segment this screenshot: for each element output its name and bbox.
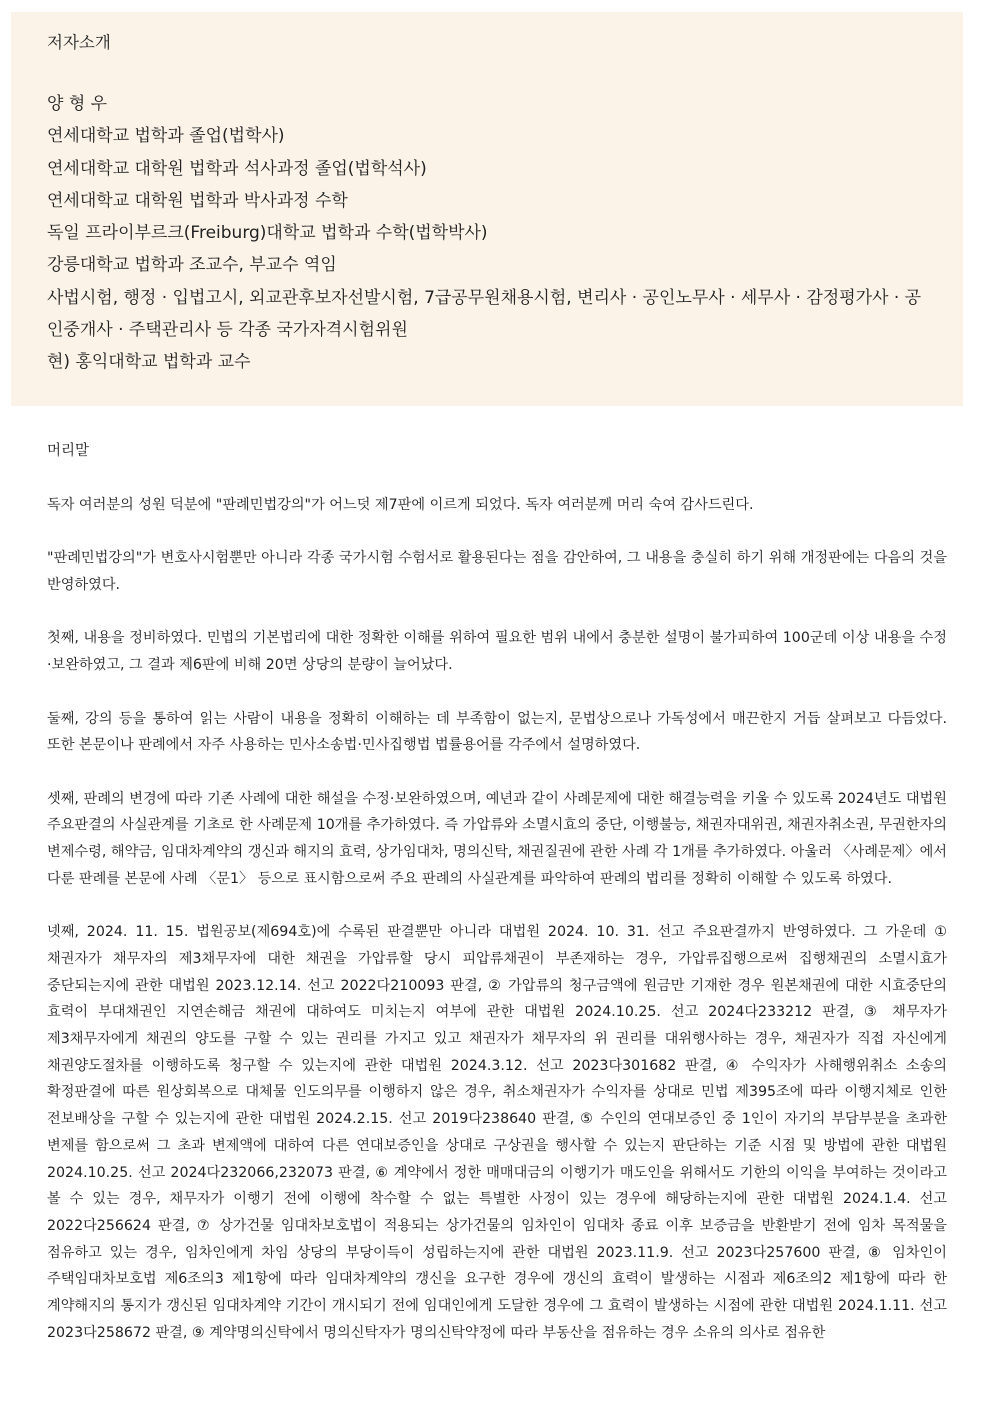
author-career-line: 연세대학교 대학원 법학과 박사과정 수학 — [47, 190, 348, 211]
author-career-line: 연세대학교 법학과 졸업(법학사) — [47, 126, 285, 147]
author-career-line: 연세대학교 대학원 법학과 석사과정 졸업(법학석사) — [47, 158, 427, 179]
preface-paragraph: "판례민법강의"가 변호사시험뿐만 아니라 각종 국가시험 수험서로 활용된다는 점을 감안하여, 그 내용을 충실히 하기 위해 개정판에는 다음의 것을 반영하였다. — [47, 550, 947, 594]
author-career-line: 강릉대학교 법학과 조교수, 부교수 역임 — [47, 255, 337, 276]
preface-section — [47, 440, 947, 1373]
author-career-line: 독일 프라이부르크(Freiburg)대학교 법학과 수학(법학박사) — [47, 223, 488, 244]
preface-paragraph: 둘째, 강의 등을 통하여 읽는 사람이 내용을 정확히 이해하는 데 부족함이 없는지, 문법상으로나 가독성에서 매끈한지 거듭 살펴보고 다듬었다. 또한 본문이나 판례에서 자주 사용하는 민사소송법·민사집행법 법률용어를 각주에서 설명하였다. — [47, 710, 947, 754]
author-section-title: 저자소개 — [47, 33, 111, 52]
author-introduction-box — [11, 12, 963, 406]
author-career-line: 사법시험, 행정 · 입법고시, 외교관후보자선발시험, 7급공무원채용시험, 변리사 · 공인노무사 · 세무사 · 감정평가사 · 공인중개사 · 주택관리사 등 각종 국가자격시험위원 — [47, 287, 922, 341]
preface-paragraph: 셋째, 판례의 변경에 따라 기존 사례에 대한 해설을 수정·보완하였으며, 예년과 같이 사례문제에 대한 해결능력을 키울 수 있도록 2024년도 대법원 주요판결의 사실관계를 기초로 한 사례문제 10개를 추가하였다. 즉 가압류와 소멸시효의 중단, 이행불능, 채권자대위권, 채권자취소권, 무권한자의 변제수령, 해약금, 임대차계약의 갱신과 해지의 효력, 상가임대차, 명의신탁, 채권질권에 관한 사례 각 1개를 추가하였다. 아울러 〈사례문제〉에서 다룬 판례를 본문에 사례 〈문1〉 등으로 표시함으로써 주요 판례의 사실관계를 파악하여 판례의 법리를 정확히 이해할 수 있도록 하였다. — [47, 790, 947, 887]
preface-paragraph: 넷째, 2024. 11. 15. 법원공보(제694호)에 수록된 판결뿐만 아니라 대법원 2024. 10. 31. 선고 주요판결까지 반영하였다. 그 가운데 ① 채권자가 채무자의 제3채무자에 대한 채권을 가압류할 당시 피압류채권이 부존재하는 경우, 가압류집행으로써 집행채권의 소멸시효가 중단되는지에 관한 대법원 2023.12.14. 선고 2022다210093 판결, ② 가압류의 청구금액에 원금만 기재한 경우 원본채권에 대한 시효중단의 효력이 부대채권인 지연손해금 채권에 대하여도 미치는지 여부에 관한 대법원 2024.10.25. 선고 2024다233212 판결, ③ 채무자가 제3채무자에게 채권의 양도를 구할 수 있는 권리를 가지고 있고 채권자가 채무자의 위 권리를 대위행사하는 경우, 채권자가 직접 자신에게 채권양도절차를 이행하도록 청구할 수 있는지에 관한 대법원 2024.3.12. 선고 2023다301682 판결, ④ 수익자가 사해행위취소 소송의 확정판결에 따른 원상회복으로 대체물 인도의무를 이행하지 않은 경우, 취소채권자가 수익자를 상대로 민법 제395조에 따라 이행지체로 인한 전보배상을 구할 수 있는지에 관한 대법원 2024.2.15. 선고 2019다238640 판결, ⑤ 수인의 연대보증인 중 1인이 자기의 부담부분을 초과한 변제를 함으로써 그 초과 변제액에 대하여 다른 연대보증인을 상대로 구상권을 행사할 수 있는지 판단하는 기준 시점 및 방법에 관한 대법원 2024.10.25. 선고 2024다232066,232073 판결, ⑥ 계약에서 정한 매매대금의 이행기가 매도인을 위해서도 기한의 이익을 부여하는 것이라고 볼 수 있는 경우, 채무자가 이행기 전에 이행에 착수할 수 없는 특별한 사정이 있는 경우에 해당하는지에 관한 대법원 2024.1.4. 선고 2022다256624 판결, ⑦ 상가건물 임대차보호법이 적용되는 상가건물의 임차인이 임대차 종료 이후 보증금을 반환받기 전에 임차 목적물을 점유하고 있는 경우, 임차인에게 차임 상당의 부당이득이 성립하는지에 관한 대법원 2023.11.9. 선고 2023다257600 판결, ⑧ 임차인이 주택임대차보호법 제6조의3 제1항에 따라 임대차계약의 갱신을 요구한 경우에 갱신의 효력이 발생하는 시점과 제6조의2 제1항에 따라 한 계약해지의 통지가 갱신된 임대차계약 기간이 개시되기 전에 임대인에게 도달한 경우에 그 효력이 발생하는 시점에 관한 대법원 2024.1.11. 선고 2023다258672 판결, ⑨ 계약명의신탁에서 명의신탁자가 명의신탁약정에 따라 부동산을 점유하는 경우 소유의 의사로 점유한 — [47, 924, 947, 1341]
preface-paragraph: 독자 여러분의 성원 덕분에 "판례민법강의"가 어느덧 제7판에 이르게 되었다. 독자 여러분께 머리 숙여 감사드린다. — [47, 497, 754, 513]
preface-heading: 머리말 — [47, 443, 90, 459]
author-name: 양 형 우 — [47, 94, 108, 114]
preface-paragraph: 첫째, 내용을 정비하였다. 민법의 기본법리에 대한 정확한 이해를 위하여 필요한 범위 내에서 충분한 설명이 불가피하여 100군데 이상 내용을 수정·보완하였고, 그 결과 제6판에 비해 20면 상당의 분량이 늘어났다. — [47, 630, 947, 674]
author-career-line: 현) 홍익대학교 법학과 교수 — [47, 352, 251, 373]
